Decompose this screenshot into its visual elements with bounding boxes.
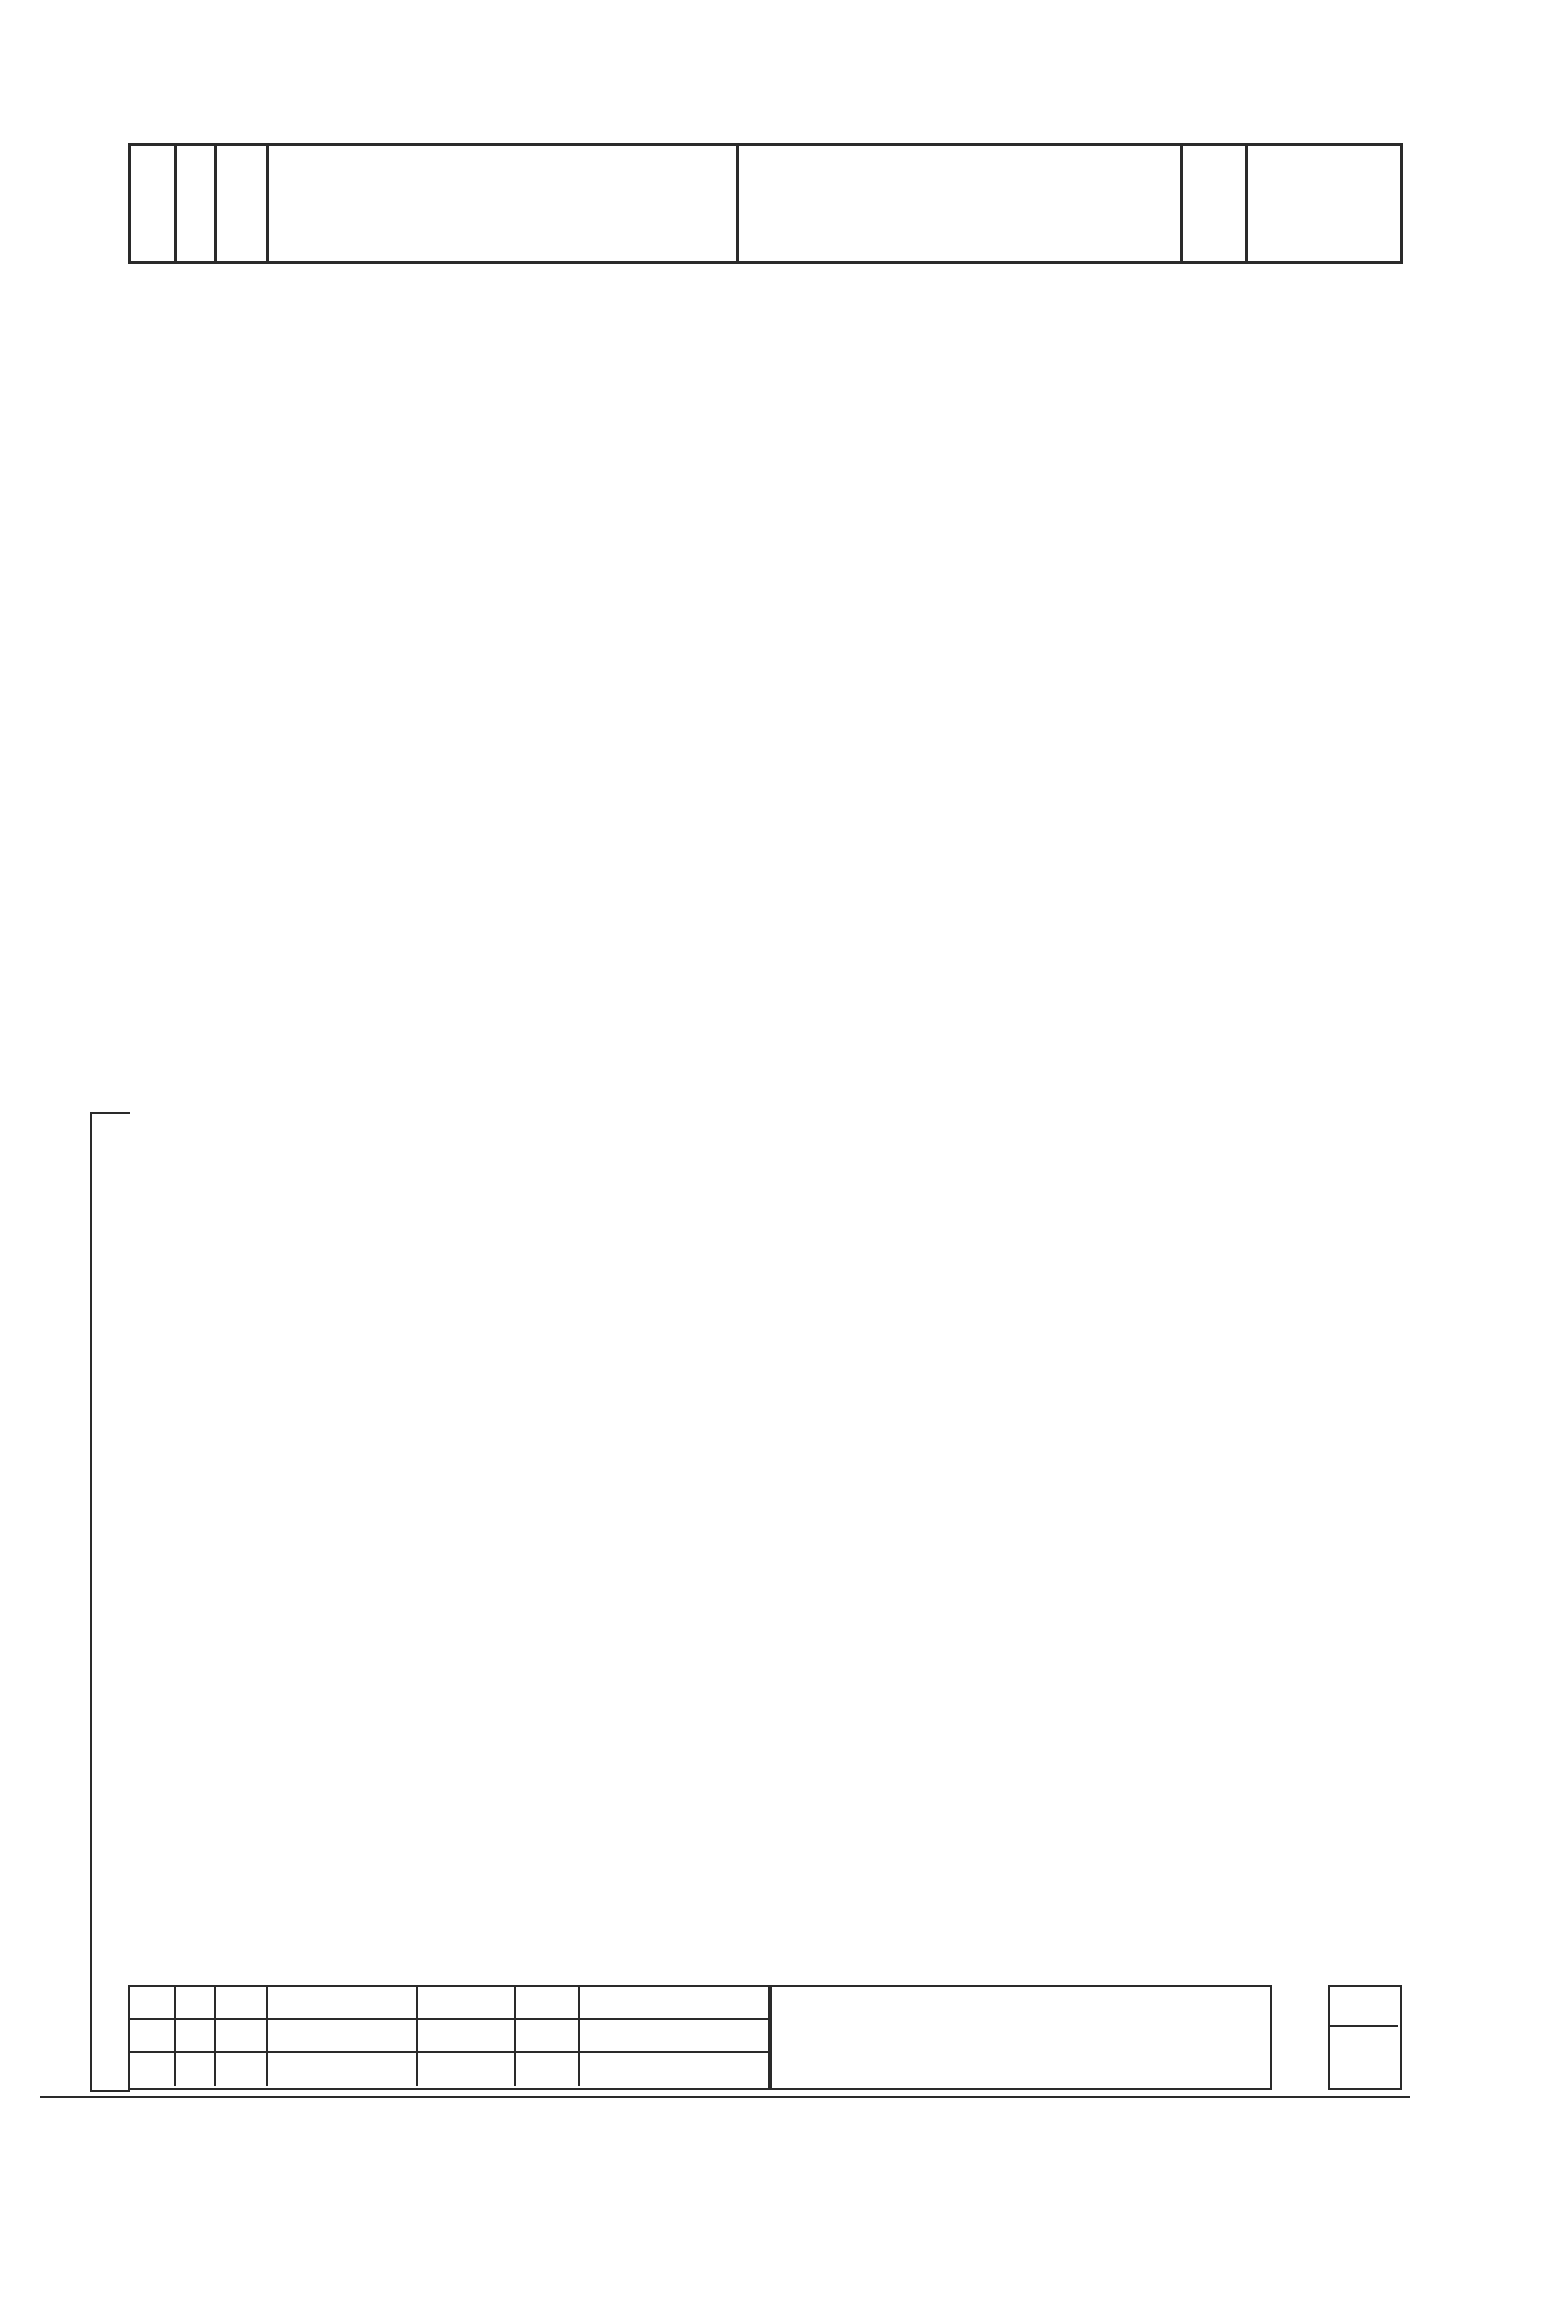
- stamp-vline-6: [578, 1985, 580, 2086]
- header-zone: [176, 145, 216, 263]
- header-note: [1247, 145, 1402, 263]
- header-qty: [1182, 145, 1247, 263]
- stamp-vline-3: [266, 1985, 268, 2086]
- stamp-vline-2: [214, 1985, 216, 2086]
- stamp-sheet-divider: [1328, 2025, 1398, 2027]
- specification-table: [128, 143, 1403, 2088]
- header-format: [130, 145, 176, 263]
- title-block-stamp: [128, 1985, 1400, 2088]
- header-designation: [268, 145, 738, 263]
- side-strip: [90, 1112, 130, 2092]
- stamp-vline-4: [416, 1985, 418, 2086]
- header-name: [738, 145, 1182, 263]
- header-pos: [216, 145, 268, 263]
- stamp-line-1: [128, 2018, 768, 2020]
- stamp-vline-1: [174, 1985, 176, 2086]
- stamp-doc-box: [768, 1985, 1272, 2090]
- footer-rule: [40, 2096, 1410, 2098]
- stamp-sheet-box: [1328, 1985, 1402, 2090]
- stamp-signature-grid: [128, 1985, 772, 2090]
- table-body: [130, 263, 1402, 2087]
- table-header-row: [130, 145, 1402, 263]
- stamp-line-2: [128, 2051, 768, 2053]
- stamp-vline-5: [514, 1985, 516, 2086]
